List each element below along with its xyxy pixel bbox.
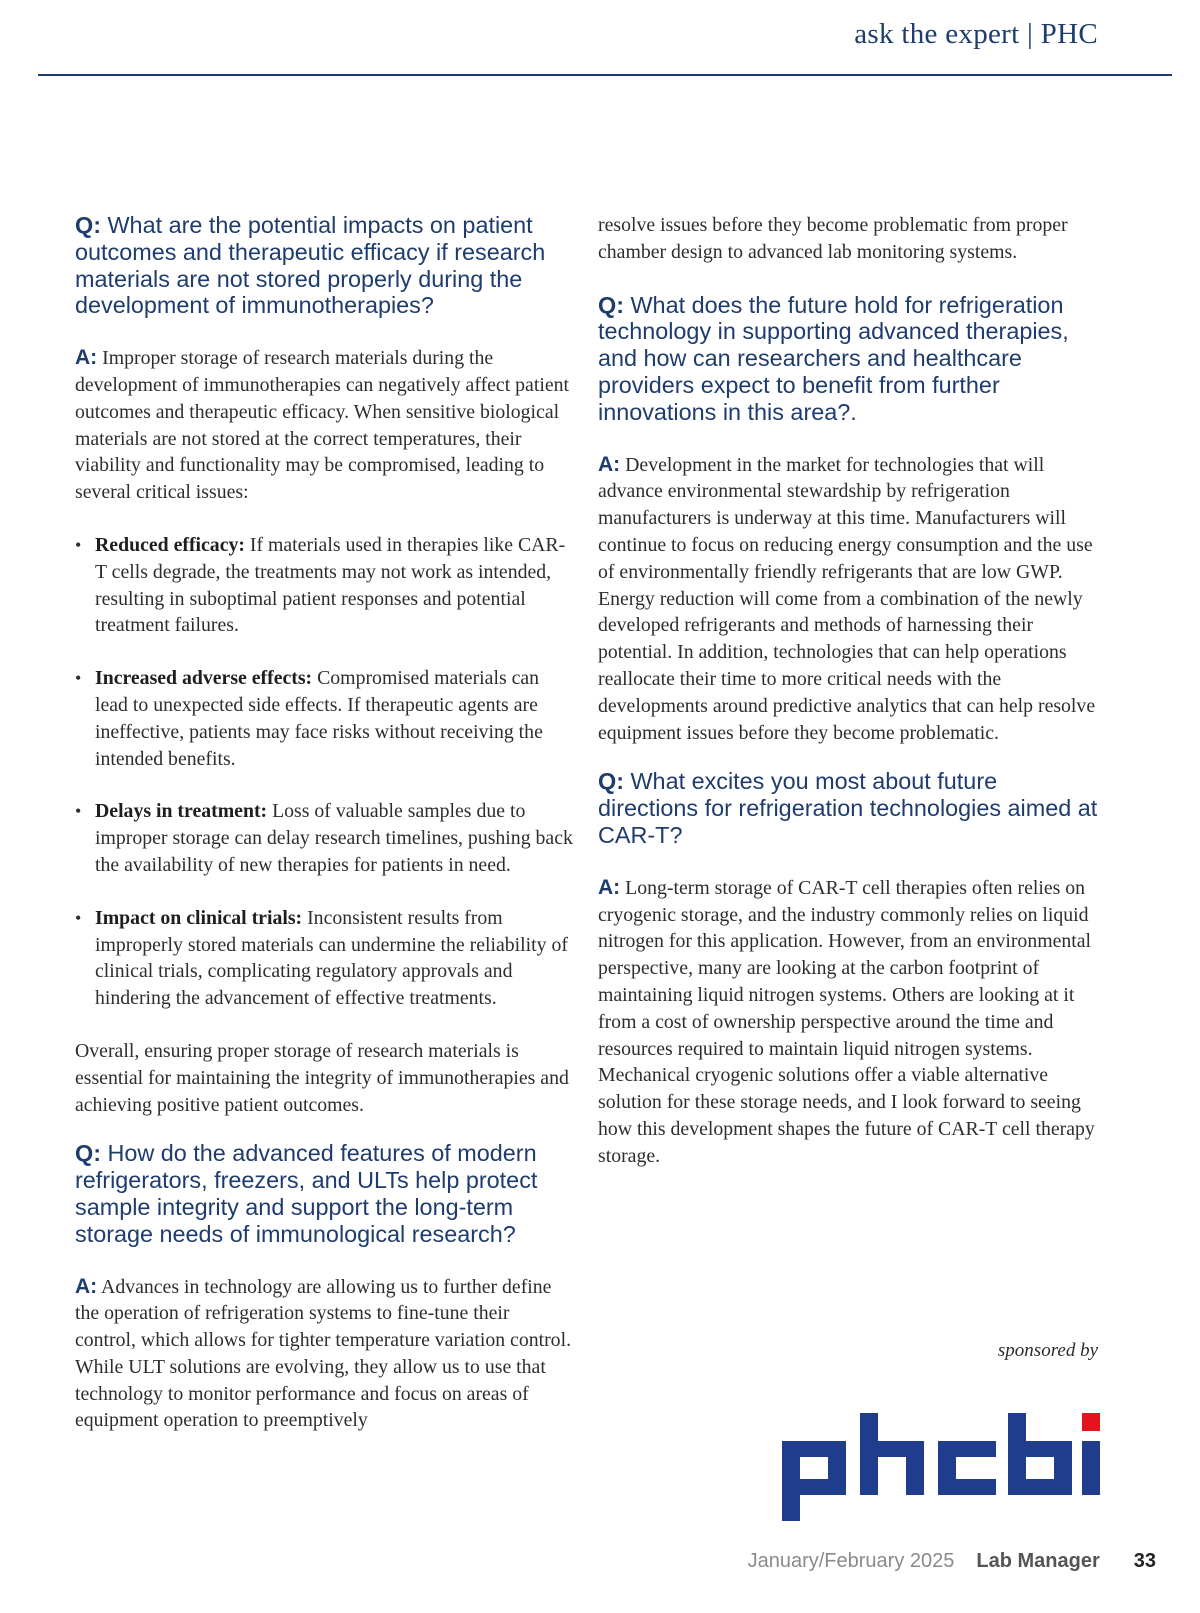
answer-label: A: bbox=[75, 1274, 98, 1298]
list-item bbox=[75, 905, 575, 1012]
question-text: What does the future hold for refrigeration technology in supporting advanced therapies, and how can researchers and healthcare providers expect to benefit from further innovations in this area?. bbox=[598, 291, 1069, 425]
bullet-icon: • bbox=[75, 534, 82, 555]
bullet-icon: • bbox=[75, 907, 82, 928]
question-label: Q: bbox=[598, 768, 624, 795]
answer-2 bbox=[75, 1274, 575, 1435]
question-label: Q: bbox=[75, 212, 101, 238]
running-header: ask the expert | PHC bbox=[854, 18, 1098, 50]
answer-text: Advances in technology are allowing us to further define the operation of refrigeration systems to fine-tune their control, which allows for tighter temperature variation control. While ULT solutions are evolving, they allow us to use that technology to monitor performance and focus on areas of equipment operation to preemptively bbox=[75, 1275, 572, 1432]
header-rule bbox=[38, 74, 1172, 76]
bullet-text: Inconsistent results from improperly stored materials can undermine the reliability of clinical trials, complicating regulatory approvals and hindering the advancement of effective treatments. bbox=[95, 906, 568, 1010]
magazine-name: Lab Manager bbox=[976, 1550, 1100, 1572]
answer-label: A: bbox=[598, 452, 621, 476]
question-label: Q: bbox=[75, 1140, 101, 1167]
answer-text: Long-term storage of CAR-T cell therapies often relies on cryogenic storage, and the industry commonly relies on liquid nitrogen for this application. However, from an environmental perspective, many are looking at the carbon footprint of maintaining liquid nitrogen systems. Others are looking at it from a cost of ownership perspective around the time and resources required to maintain liquid nitrogen systems. Mechanical cryogenic solutions offer a viable alternative solution for these storage needs, and I look forward to seeing how this development shapes the future of CAR-T cell therapy storage. bbox=[598, 876, 1095, 1167]
question-2 bbox=[75, 1140, 575, 1247]
answer-label: A: bbox=[598, 875, 621, 899]
question-text: How do the advanced features of modern refrigerators, freezers, and ULTs help protect sample integrity and support the long-term storage needs of immunological research? bbox=[75, 1140, 538, 1247]
answer-3 bbox=[598, 452, 1098, 747]
bullet-text: Compromised materials can lead to unexpected side effects. If therapeutic agents are ineffective, patients may face risks without receiving the intended benefits. bbox=[95, 667, 543, 770]
question-label: Q: bbox=[598, 291, 624, 318]
bullet-heading: Delays in treatment: bbox=[95, 800, 268, 823]
bullet-heading: Increased adverse effects: bbox=[95, 667, 313, 690]
answer-1 bbox=[75, 345, 575, 506]
left-column bbox=[75, 212, 575, 1434]
bullet-text: If materials used in therapies like CAR-T cells degrade, the treatments may not work as intended, resulting in suboptimal patient responses and potential treatment failures. bbox=[95, 533, 566, 637]
answer-4 bbox=[598, 875, 1098, 1170]
bullet-text: Loss of valuable samples due to improper storage can delay research timelines, pushing back the availability of new therapies for patients in need. bbox=[95, 800, 573, 876]
bullet-heading: Reduced efficacy: bbox=[95, 533, 245, 556]
right-column bbox=[598, 212, 1098, 1170]
answer-text: Improper storage of research materials during the development of immunotherapies can negatively affect patient outcomes and therapeutic efficacy. When sensitive biological materials are not stored at the correct temperatures, their viability and functionality may be compromised, leading to several critical issues: bbox=[75, 347, 569, 504]
bullet-icon: • bbox=[75, 668, 82, 689]
bullet-icon: • bbox=[75, 801, 82, 822]
page-number: 33 bbox=[1133, 1550, 1156, 1572]
bullet-heading: Impact on clinical trials: bbox=[95, 906, 303, 929]
answer-text: Development in the market for technologies that will advance environmental stewardship by refrigeration manufacturers is underway at this time. Manufacturers will continue to focus on reducing energy consumption and the use of environmentally friendly refrigerants that are low GWP. Energy reduction will come from a combination of the newly developed refrigerants and methods of harnessing their potential. In addition, technologies that can help operations reallocate their time to more critical needs with the developments around predictive analytics that can help resolve equipment issues before they become problematic. bbox=[598, 453, 1096, 744]
overall-paragraph: Overall, ensuring proper storage of research materials is essential for maintaining the integrity of immunotherapies and achieving positive patient outcomes. bbox=[75, 1039, 569, 1116]
question-4 bbox=[598, 768, 1098, 848]
sponsored-by-label: sponsored by bbox=[997, 1340, 1098, 1361]
list-item bbox=[75, 532, 575, 639]
issue-date: January/February 2025 bbox=[747, 1550, 955, 1572]
issues-list bbox=[75, 532, 575, 1012]
list-item bbox=[75, 798, 575, 878]
answer-label: A: bbox=[75, 346, 98, 370]
continuation-paragraph: resolve issues before they become problematic from proper chamber design to advanced lab monitoring systems. bbox=[598, 214, 1068, 263]
question-text: What are the potential impacts on patient outcomes and therapeutic efficacy if research materials are not stored properly during the development of immunotherapies? bbox=[75, 212, 546, 319]
question-1 bbox=[75, 212, 575, 319]
phcbi-logo-icon bbox=[782, 1413, 1100, 1521]
list-item bbox=[75, 665, 575, 772]
question-3 bbox=[598, 292, 1098, 426]
question-text: What excites you most about future directions for refrigeration technologies aimed at CAR-T? bbox=[598, 768, 1098, 848]
page-footer bbox=[748, 1550, 1156, 1573]
